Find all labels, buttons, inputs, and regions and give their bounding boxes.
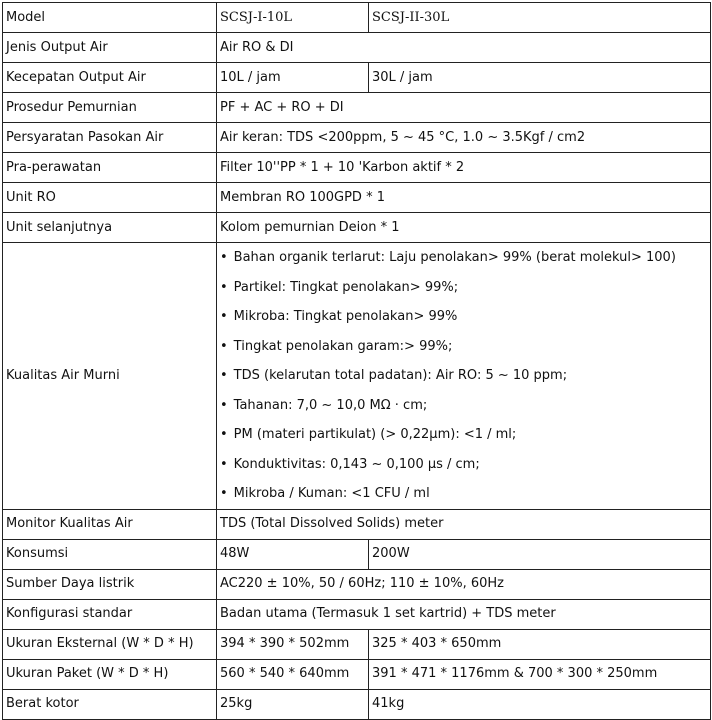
row-quality-monitor <box>3 509 711 539</box>
value-output-type: Air RO & DI <box>217 33 711 63</box>
label-output-speed: Kecepatan Output Air <box>3 63 217 93</box>
quality-item: • TDS (kelarutan total padatan): Air RO: 5 ~ 10 ppm; <box>220 361 710 391</box>
row-package-size <box>3 659 711 689</box>
quality-item: • Tingkat penolakan garam:> 99%; <box>220 332 710 362</box>
label-procedure: Prosedur Pemurnian <box>3 93 217 123</box>
value-supply: Air keran: TDS <200ppm, 5 ~ 45 °C, 1.0 ~ 3.5Kgf / cm2 <box>217 123 711 153</box>
value-package-size-1: 560 * 540 * 640mm <box>217 659 369 689</box>
value-consumption-1: 48W <box>217 539 369 569</box>
value-quality-monitor: TDS (Total Dissolved Solids) meter <box>217 509 711 539</box>
row-ro-unit <box>3 183 711 213</box>
value-pretreatment: Filter 10''PP * 1 + 10 'Karbon aktif * 2 <box>217 153 711 183</box>
row-gross-weight <box>3 689 711 719</box>
row-consumption <box>3 539 711 569</box>
value-power-source: AC220 ± 10%, 50 / 60Hz; 110 ± 10%, 60Hz <box>217 569 711 599</box>
quality-item: • Partikel: Tingkat penolakan> 99%; <box>220 273 710 303</box>
value-consumption-2: 200W <box>369 539 711 569</box>
label-quality-monitor: Monitor Kualitas Air <box>3 509 217 539</box>
row-output-speed <box>3 63 711 93</box>
label-pretreatment: Pra-perawatan <box>3 153 217 183</box>
row-external-size <box>3 629 711 659</box>
row-procedure <box>3 93 711 123</box>
label-next-unit: Unit selanjutnya <box>3 213 217 243</box>
label-external-size: Ukuran Eksternal (W * D * H) <box>3 629 217 659</box>
quality-item: • PM (materi partikulat) (> 0,22μm): <1 / ml; <box>220 420 710 450</box>
label-output-type: Jenis Output Air <box>3 33 217 63</box>
value-external-size-2: 325 * 403 * 650mm <box>369 629 711 659</box>
value-standard-config: Badan utama (Termasuk 1 set kartrid) + TDS meter <box>217 599 711 629</box>
quality-item: • Konduktivitas: 0,143 ~ 0,100 μs / cm; <box>220 450 710 480</box>
row-standard-config <box>3 599 711 629</box>
row-water-quality <box>3 243 711 510</box>
value-procedure: PF + AC + RO + DI <box>217 93 711 123</box>
value-output-speed-1: 10L / jam <box>217 63 369 93</box>
quality-item: • Tahanan: 7,0 ~ 10,0 MΩ · cm; <box>220 391 710 421</box>
value-water-quality <box>217 243 711 510</box>
row-pretreatment <box>3 153 711 183</box>
value-ro-unit: Membran RO 100GPD * 1 <box>217 183 711 213</box>
label-supply: Persyaratan Pasokan Air <box>3 123 217 153</box>
label-standard-config: Konfigurasi standar <box>3 599 217 629</box>
value-model-2: SCSJ-II-30L <box>369 3 711 33</box>
label-power-source: Sumber Daya listrik <box>3 569 217 599</box>
value-next-unit: Kolom pemurnian Deion * 1 <box>217 213 711 243</box>
quality-item: • Mikroba / Kuman: <1 CFU / ml <box>220 479 710 509</box>
quality-list <box>220 243 710 509</box>
spec-table <box>2 2 711 720</box>
label-model: Model <box>3 3 217 33</box>
row-model <box>3 3 711 33</box>
label-water-quality: Kualitas Air Murni <box>3 243 217 510</box>
label-consumption: Konsumsi <box>3 539 217 569</box>
value-output-speed-2: 30L / jam <box>369 63 711 93</box>
row-power-source <box>3 569 711 599</box>
row-output-type <box>3 33 711 63</box>
quality-item: • Bahan organik terlarut: Laju penolakan> 99% (berat molekul> 100) <box>220 243 710 273</box>
row-next-unit <box>3 213 711 243</box>
quality-item: • Mikroba: Tingkat penolakan> 99% <box>220 302 710 332</box>
label-ro-unit: Unit RO <box>3 183 217 213</box>
value-external-size-1: 394 * 390 * 502mm <box>217 629 369 659</box>
label-gross-weight: Berat kotor <box>3 689 217 719</box>
value-model-1: SCSJ-I-10L <box>217 3 369 33</box>
label-package-size: Ukuran Paket (W * D * H) <box>3 659 217 689</box>
value-gross-weight-1: 25kg <box>217 689 369 719</box>
row-supply <box>3 123 711 153</box>
value-package-size-2: 391 * 471 * 1176mm & 700 * 300 * 250mm <box>369 659 711 689</box>
value-gross-weight-2: 41kg <box>369 689 711 719</box>
